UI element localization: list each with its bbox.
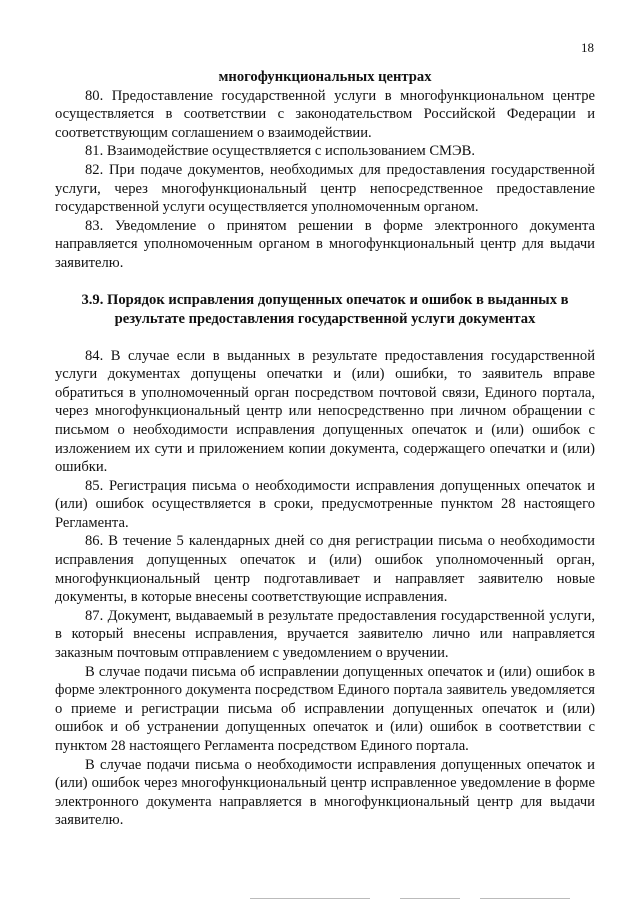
scan-artifact-line (250, 898, 370, 899)
paragraph-84: 84. В случае если в выданных в результате предоставления государственной услуги документах допущены опечатки и (или) ошибки, то заявитель вправе обратиться в уполномоченный орган посредством почтовой связи, Единого портала, через многофункциональный центр или непосредственно при личном обращении с письмом о необходимости исправления допущенных опечаток и (или) ошибок с изложением их сути и приложением копии документа, содержащего опечатки и (или) ошибки. (55, 347, 595, 476)
scan-artifact-line (400, 898, 460, 899)
top-heading: многофункциональных центрах (218, 69, 432, 85)
paragraph-82: 82. При подаче документов, необходимых для предоставления государственной услуги, через многофункциональный центр непосредственное предоставление государственной услуги осуществляется уполномоченным органом. (55, 161, 595, 216)
paragraph-87: 87. Документ, выдаваемый в результате предоставления государственной услуги, в который внесены исправления, вручается заявителю лично или направляется заказным почтовым отправлением с уведомлением о вручении. (55, 607, 595, 662)
page-number: 18 (581, 40, 594, 55)
scan-artifact-line (480, 898, 570, 899)
paragraph-electronic-notice: В случае подачи письма об исправлении допущенных опечаток и (или) ошибок в форме электронного документа посредством Единого портала заявитель уведомляется о приеме и регистрации письма об исправлении допущенных опечаток и (или) ошибок и об устранении допущенных опечаток и (или) ошибок в соответствии с пунктом 28 настоящего Регламента посредством Единого портала. (55, 663, 595, 754)
paragraph-83: 83. Уведомление о принятом решении в форме электронного документа направляется уполномоченным органом в многофункциональный центр для выдачи заявителю. (55, 217, 595, 271)
document-body (55, 68, 595, 830)
section-title: 3.9. Порядок исправления допущенных опечаток и ошибок в выданных в результате предоставления государственной услуги документах (81, 291, 569, 327)
paragraph-mfc-notice: В случае подачи письма о необходимости исправления допущенных опечаток и (или) ошибок через многофункциональный центр исправленное уведомление в форме электронного документа направляется в многофункциональный центр для выдачи заявителю. (55, 756, 595, 829)
paragraph-85: 85. Регистрация письма о необходимости исправления допущенных опечаток и (или) ошибок осуществляется в сроки, предусмотренные пунктом 28 настоящего Регламента. (55, 477, 595, 531)
paragraph-86: 86. В течение 5 календарных дней со дня регистрации письма о необходимости исправления допущенных опечаток и (или) ошибок уполномоченный орган, многофункциональный центр подготавливает и направляет заявителю новые документы, в которые внесены соответствующие исправления. (55, 533, 595, 606)
paragraph-81: 81. Взаимодействие осуществляется с использованием СМЭВ. (85, 143, 476, 160)
paragraph-80: 80. Предоставление государственной услуги в многофункциональном центре осуществляется в соответствии с законодательством Российской Федерации и соответствующим соглашением о взаимодействии. (55, 87, 595, 141)
